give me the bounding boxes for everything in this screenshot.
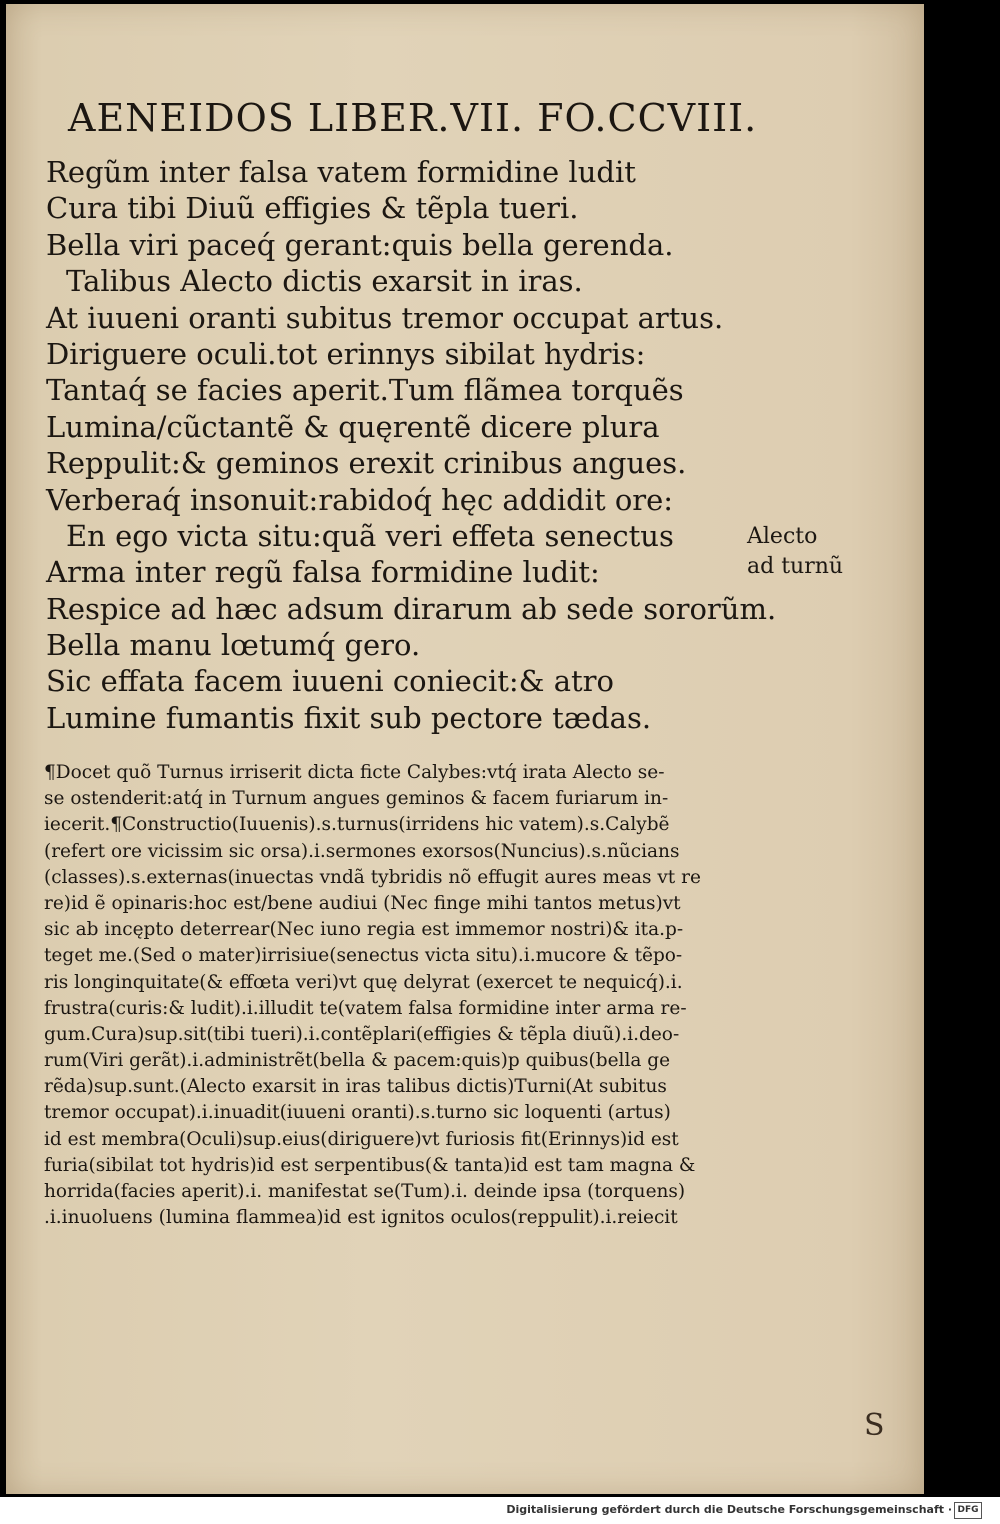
commentary-line: ¶Docet quõ Turnus irriserit dicta ficte Calybes:vtq́ irata Alecto se-	[44, 762, 665, 783]
commentary-line: ris longinquitate(& effœta veri)vt quę delyrat (exercet te nequicq́).i.	[44, 971, 683, 993]
commentary-line: .i.inuoluens (lumina flammea)id est ignitos oculos(reppulit).i.reiecit	[44, 1207, 678, 1229]
verse-line: Arma inter regũ falsa formidine ludit:	[46, 555, 600, 590]
verse-line: Reppulit:& geminos erexit crinibus angues.	[46, 446, 687, 481]
verse-line: Bella manu lœtumq́ gero.	[46, 628, 421, 663]
verse-line: En ego victa situ:quã veri effeta senectus	[66, 518, 674, 553]
commentary-line: iecerit.¶Constructio(Iuuenis).s.turnus(irridens hic vatem).s.Calybẽ	[44, 814, 670, 836]
verse-line: Regũm inter falsa vatem formidine ludit	[46, 155, 636, 189]
verse-line: Diriguere oculi.tot erinnys sibilat hydris:	[46, 336, 646, 371]
footer-bar	[0, 1497, 1000, 1524]
commentary-line: tremor occupat).i.inuadit(iuueni oranti).s.turno sic loquenti (artus)	[44, 1102, 671, 1124]
commentary-line: sic ab incępto deterrear(Nec iuno regia est immemor nostri)& ita.p-	[44, 919, 684, 941]
commentary-block	[44, 760, 749, 1231]
verse-line: Lumine fumantis fixit sub pectore tædas.	[46, 700, 652, 735]
commentary-line: re)id ẽ opinaris:hoc est/bene audiui (Nec finge mihi tantos metus)vt	[44, 892, 681, 914]
commentary-line: (refert ore vicissim sic orsa).i.sermones exorsos(Nuncius).s.nũcians	[44, 840, 680, 862]
marginal-note	[747, 522, 867, 582]
verse-line: Lumina/cũctantẽ & quęrentẽ dicere plura	[46, 409, 660, 444]
commentary-line: rẽda)sup.sunt.(Alecto exarsit in iras talibus dictis)Turni(At subitus	[44, 1076, 667, 1098]
verse-line: At iuueni oranti subitus tremor occupat artus.	[46, 300, 724, 335]
verse-line: Respice ad hæc adsum dirarum ab sede sororũm.	[46, 591, 777, 626]
dfg-logo-icon: DFG	[954, 1502, 982, 1519]
commentary-line: id est membra(Oculi)sup.eius(diriguere)vt furiosis fit(Erinnys)id est	[44, 1128, 679, 1150]
verse-line: Cura tibi Diuũ effigies & tẽpla tueri.	[46, 191, 579, 226]
verse-line: Sic effata facem iuueni coniecit:& atro	[46, 664, 614, 699]
marginal-note-line: Alecto	[747, 524, 818, 549]
verse-block	[46, 154, 777, 736]
footer-credit: Digitalisierung gefördert durch die Deutsche Forschungsgemeinschaft ·	[506, 1503, 952, 1516]
running-head: AENEIDOS LIBER.VII. FO.CCVIII.	[68, 96, 758, 140]
commentary-line: gum.Cura)sup.sit(tibi tueri).i.contẽplari(effigies & tẽpla diuũ).i.deo-	[44, 1023, 680, 1045]
signature-mark: S	[864, 1408, 885, 1443]
verse-line: Verberaq́ insonuit:rabidoq́ hęc addidit ore:	[46, 482, 674, 517]
commentary-line: rum(Viri gerãt).i.administrẽt(bella & pacem:quis)p quibus(bella ge	[44, 1050, 671, 1072]
verse-line: Bella viri paceq́ gerant:quis bella gerenda.	[46, 227, 674, 262]
commentary-line: furia(sibilat tot hydris)id est serpentibus(& tanta)id est tam magna &	[44, 1154, 696, 1176]
commentary-line: horrida(facies aperit).i. manifestat se(Tum).i. deinde ipsa (torquens)	[44, 1181, 686, 1202]
book-page	[6, 4, 924, 1494]
commentary-line: teget me.(Sed o mater)irrisiue(senectus victa situ).i.mucore & tẽpo-	[44, 945, 683, 967]
verse-line: Tantaq́ se facies aperit.Tum flãmea torquẽs	[46, 373, 684, 408]
marginal-note-line: ad turnũ	[747, 554, 844, 579]
commentary-line: frustra(curis:& ludit).i.illudit te(vatem falsa formidine inter arma re-	[44, 997, 687, 1019]
commentary-line: (classes).s.externas(inuectas vndã tybridis nõ effugit aures meas vt re	[44, 866, 701, 888]
verse-line: Talibus Alecto dictis exarsit in iras.	[66, 264, 583, 299]
commentary-line: se ostenderit:atq́ in Turnum angues geminos & facem furiarum in-	[44, 788, 669, 810]
